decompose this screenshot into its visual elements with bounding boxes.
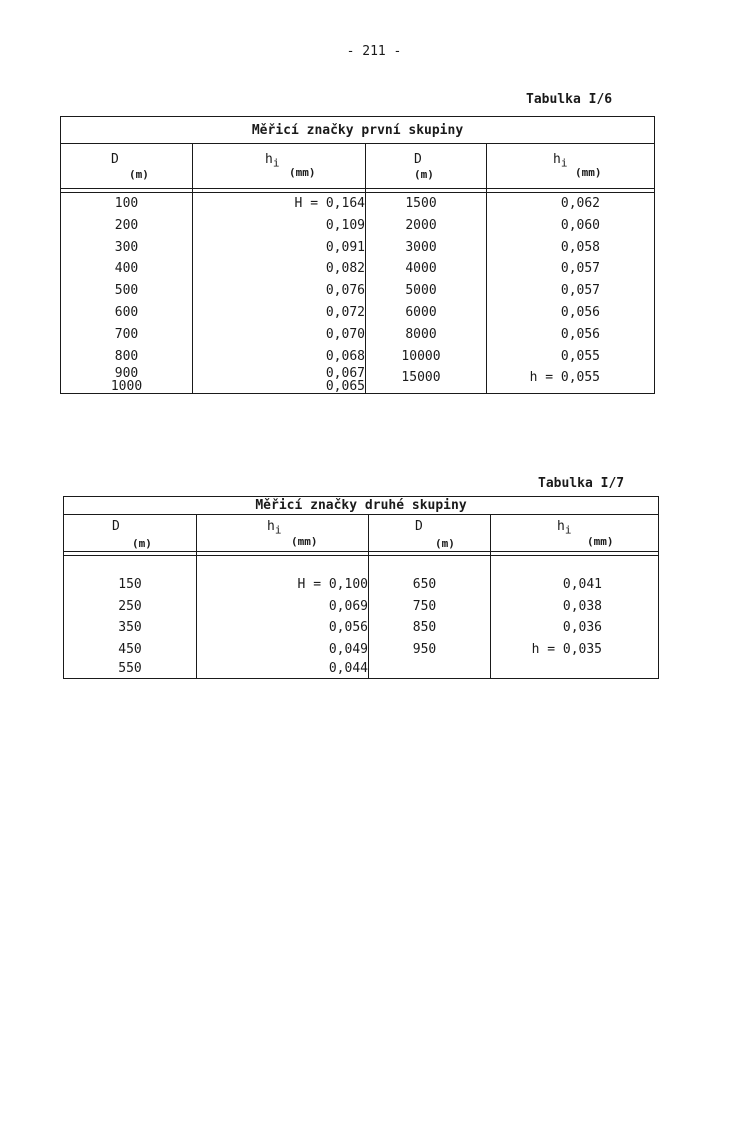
table-cell: 0,067: [325, 366, 365, 382]
table-cell: 650: [412, 577, 437, 592]
table-cell: h = 0,055: [529, 370, 601, 386]
header-d-unit: (m): [414, 168, 434, 181]
header-distance: [64, 515, 197, 552]
table-cell: 0,041: [562, 577, 603, 592]
table-cell: 250: [118, 598, 142, 614]
table-cell: 0,038: [562, 598, 603, 614]
table-cell: h = 0,035: [531, 641, 603, 657]
header-d-symbol: D: [111, 152, 119, 167]
table-cell: 4000: [405, 261, 437, 277]
header-distance: [61, 144, 193, 189]
header-h-symbol: $h_i$: [267, 519, 282, 537]
table-cell: 15000: [401, 370, 441, 386]
header-h-symbol: $h_i$: [557, 519, 572, 537]
table-cell: 0,091: [325, 239, 365, 255]
table-cell: 1000: [110, 379, 143, 395]
header-h-symbol: $h_i$: [265, 152, 280, 170]
table-cell: 0,082: [325, 261, 365, 277]
table-cell: H = 0,164: [294, 196, 365, 211]
table-cell: 0,057: [560, 283, 601, 299]
table-cell: 600: [114, 304, 139, 320]
header-d-unit: (m): [435, 537, 455, 550]
table-title: Měřicí značky druhé skupiny: [64, 497, 659, 515]
table-cell: 2000: [405, 217, 437, 233]
table-cell: 400: [114, 261, 139, 277]
table-cell: 0,069: [328, 598, 368, 614]
table-cell: 0,076: [325, 283, 365, 299]
table-cell: 150: [118, 577, 142, 592]
table-cell: 0,109: [325, 217, 365, 233]
distance-column: [366, 193, 487, 394]
header-height: [487, 144, 655, 189]
header-height: [193, 144, 366, 189]
table-cell: 0,055: [560, 348, 601, 364]
header-h-unit: (mm): [289, 166, 316, 179]
table-cell: 300: [114, 239, 139, 255]
table-cell: 0,065: [325, 379, 365, 395]
height-column: [197, 556, 369, 679]
table-cell: 350: [118, 620, 142, 635]
table-cell: 700: [114, 326, 139, 342]
table-cell: 8000: [405, 326, 437, 342]
distance-column: [61, 193, 193, 394]
header-h-unit: (mm): [575, 166, 602, 179]
header-distance: [366, 144, 487, 189]
table-caption: Tabulka I/6: [526, 92, 613, 107]
table-cell: 0,057: [560, 261, 601, 277]
table-cell: 0,058: [560, 239, 601, 255]
table-cell: 0,056: [560, 304, 601, 320]
header-d-symbol: D: [414, 152, 422, 167]
height-column: [193, 193, 366, 394]
table-cell: 550: [118, 661, 142, 676]
table-cell: 0,056: [560, 326, 601, 342]
table-cell: 6000: [405, 304, 437, 320]
table-cell: 0,060: [560, 217, 601, 233]
table-second-group: [63, 496, 659, 679]
distance-column: [369, 556, 491, 679]
table-cell: 200: [114, 217, 139, 233]
table-cell: 1500: [405, 196, 437, 211]
table-caption: Tabulka I/7: [538, 476, 625, 491]
header-d-symbol: D: [415, 519, 423, 534]
table-cell: 0,049: [328, 641, 368, 657]
table-cell: 5000: [405, 283, 437, 299]
table-cell: 0,062: [560, 196, 601, 211]
table-cell: 900: [114, 366, 139, 382]
table-cell: 0,072: [325, 304, 365, 320]
table-cell: 0,044: [328, 661, 368, 676]
table-title: Měřicí značky první skupiny: [61, 117, 655, 144]
header-distance: [369, 515, 491, 552]
table-cell: 100: [114, 196, 139, 211]
height-column: [487, 193, 655, 394]
height-column: [491, 556, 659, 679]
table-cell: 500: [114, 283, 139, 299]
table-cell: 750: [412, 598, 437, 614]
table-cell: 850: [412, 620, 437, 635]
header-height: [491, 515, 659, 552]
header-h-unit: (mm): [291, 535, 318, 548]
table-cell: 800: [114, 348, 139, 364]
table-cell: 0,070: [325, 326, 365, 342]
table-cell: 450: [118, 641, 142, 657]
table-cell: 0,036: [562, 620, 603, 635]
header-height: [197, 515, 369, 552]
header-h-unit: (mm): [587, 535, 614, 548]
table-cell: 0,068: [325, 348, 365, 364]
table-cell: H = 0,100: [297, 577, 368, 592]
table-first-group: [60, 116, 655, 394]
header-d-unit: (m): [132, 537, 152, 550]
header-d-symbol: D: [112, 519, 120, 534]
table-cell: 10000: [401, 348, 441, 364]
table-cell: 3000: [405, 239, 437, 255]
distance-column: [64, 556, 197, 679]
header-h-symbol: $h_i$: [553, 152, 568, 170]
table-cell: 0,056: [328, 620, 368, 635]
header-d-unit: (m): [129, 168, 149, 181]
table-cell: 950: [412, 641, 437, 657]
page-number: - 211 -: [346, 44, 402, 59]
